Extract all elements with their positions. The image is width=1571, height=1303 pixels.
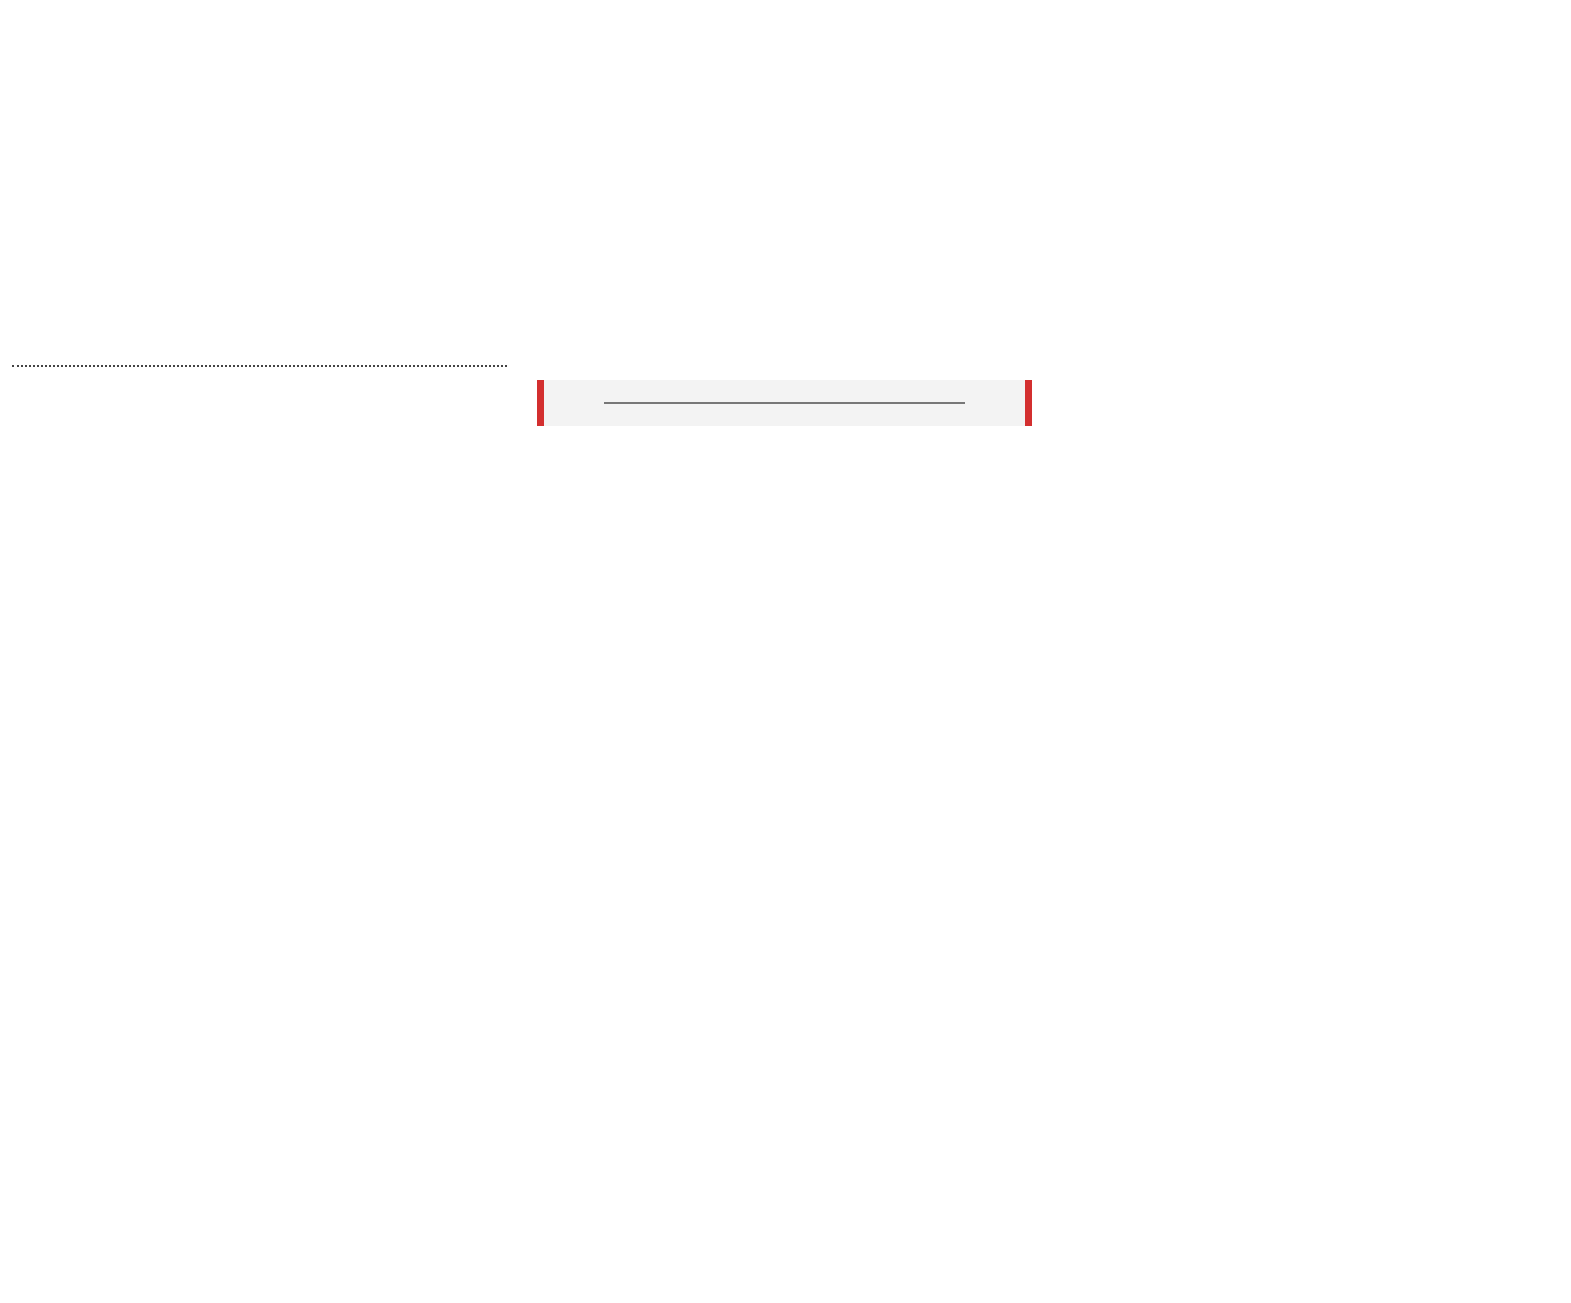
pull-quote-divider — [604, 402, 965, 404]
pull-quote-box — [537, 380, 1032, 426]
word-cloud-svg — [537, 446, 1032, 684]
article-column-2 — [537, 356, 1032, 1296]
byline — [12, 355, 507, 367]
article-column-1 — [12, 355, 507, 1295]
democracy-word-cloud-image — [537, 446, 1032, 684]
article-column-3 — [1062, 356, 1558, 1296]
